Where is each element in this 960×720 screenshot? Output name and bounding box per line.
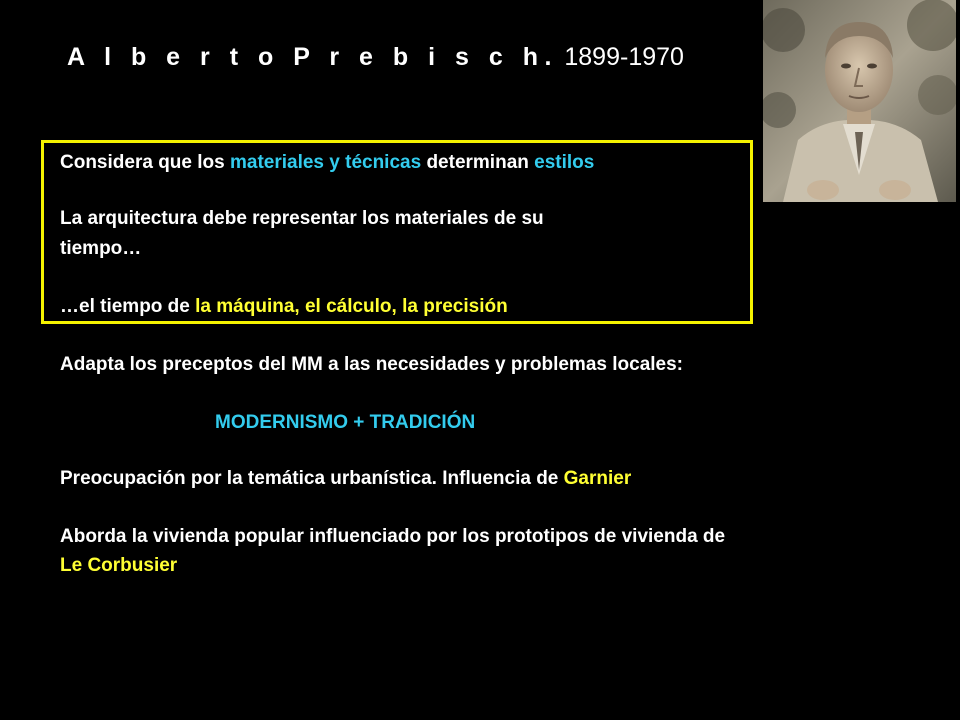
quote-line4-a: …el tiempo de	[60, 296, 196, 317]
vivienda-line2: Le Corbusier	[60, 555, 178, 576]
quote-line-materiales	[60, 150, 594, 175]
quote-line1-b: materiales y técnicas	[229, 152, 422, 173]
quote-line1-c: determinan	[421, 152, 535, 173]
vivienda-line1: Aborda la vivienda popular influenciado por los prototipos de vivienda de	[60, 526, 726, 547]
title-name: A l b e r t o P r e b i s c h	[67, 43, 545, 71]
urbanismo-a: Preocupación por la temática urbanística. Influencia de	[60, 468, 564, 489]
title-dot: .	[544, 43, 552, 71]
modernismo-line: MODERNISMO + TRADICIÓN	[215, 412, 476, 433]
title-years: 1899-1970	[564, 43, 684, 71]
quote-line-tiempo: tiempo…	[60, 238, 142, 259]
adapta-line: Adapta los preceptos del MM a las necesidades y problemas locales:	[60, 354, 684, 375]
urbanismo-line	[60, 466, 631, 491]
portrait-illustration	[763, 0, 956, 202]
slide-title	[67, 40, 684, 74]
quote-line1-d: estilos	[534, 152, 595, 173]
quote-line1-a: Considera que los	[60, 152, 230, 173]
quote-line4-b: la máquina, el cálculo, la precisión	[195, 296, 508, 317]
quote-line-maquina	[60, 294, 508, 319]
quote-line-arquitectura: La arquitectura debe representar los materiales de su	[60, 208, 544, 229]
urbanismo-b: Garnier	[563, 468, 632, 489]
portrait-photo	[763, 0, 956, 202]
